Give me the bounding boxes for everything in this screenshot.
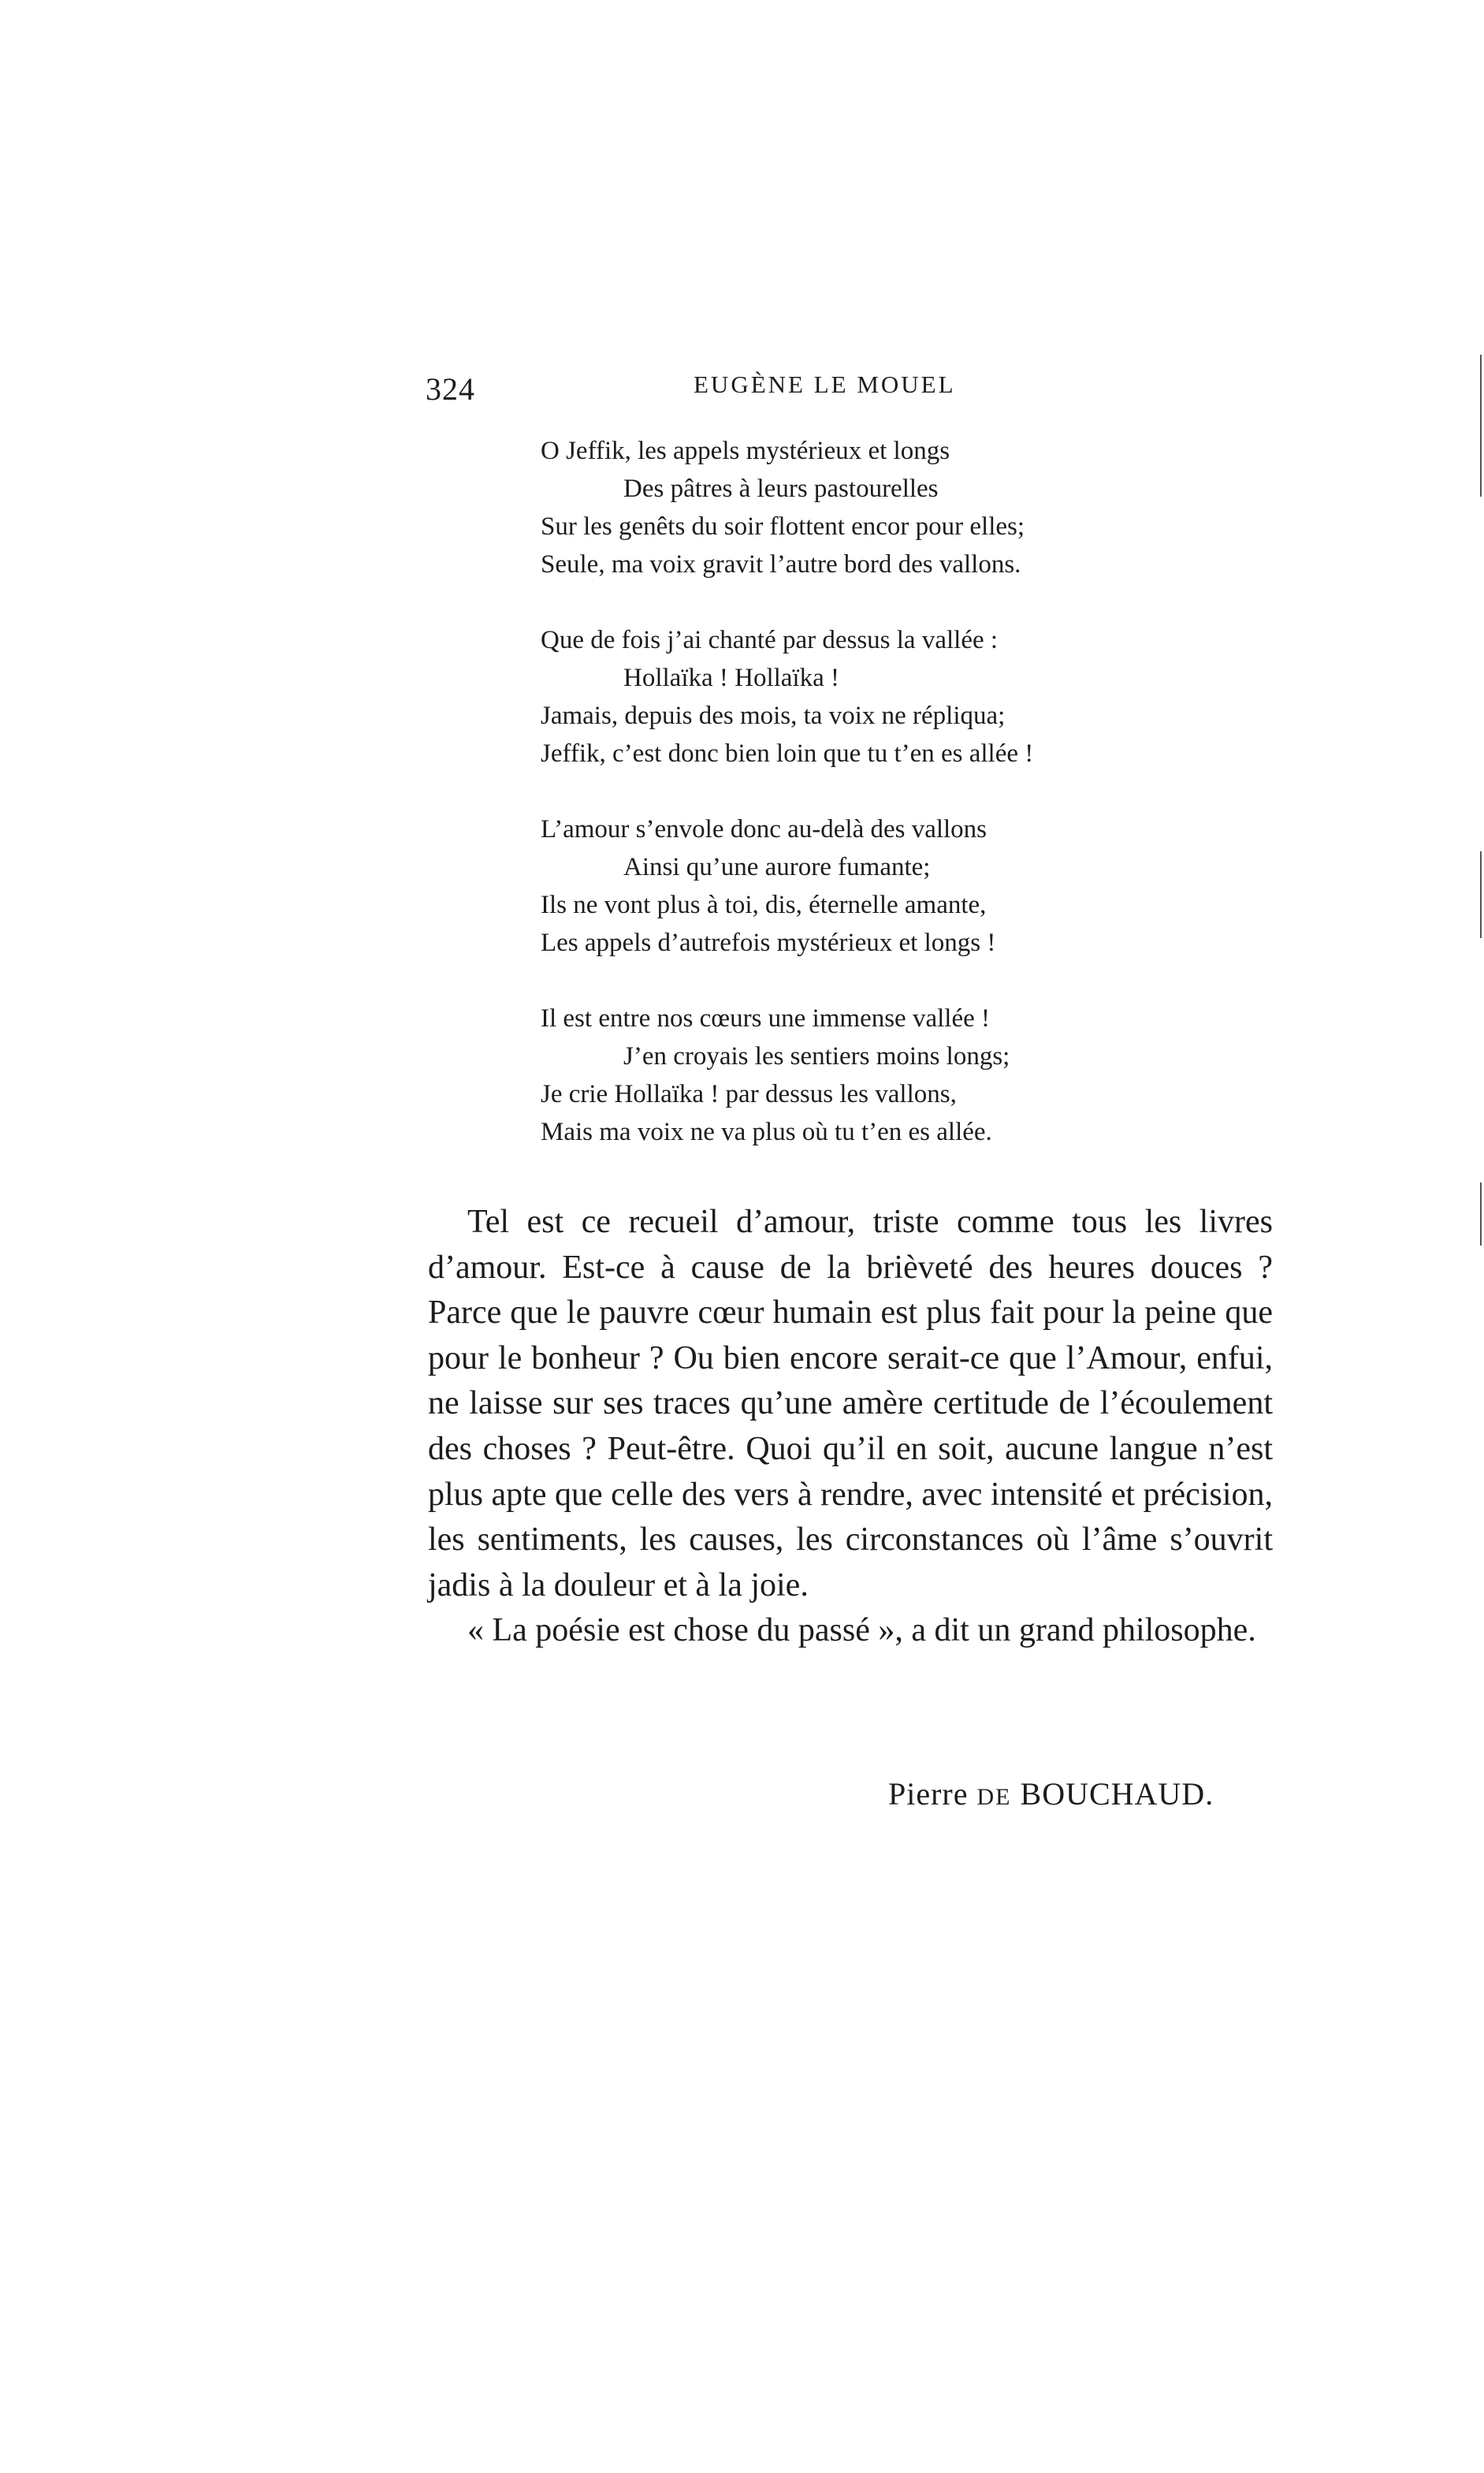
poem-line: Ainsi qu’une aurore fumante; <box>623 853 931 881</box>
poem-line: J’en croyais les sentiers moins longs; <box>623 1042 1010 1071</box>
poem-line: Sur les genêts du soir flottent encor pour elles; <box>541 512 1025 541</box>
poem-line: Hollaïka ! Hollaïka ! <box>623 664 839 692</box>
poem-line: Il est entre nos cœurs une immense vallée ! <box>541 1004 990 1033</box>
author-signature <box>888 1775 1214 1812</box>
poem-line: Jamais, depuis des mois, ta voix ne répliqua; <box>541 702 1006 730</box>
prose-paragraph: Tel est ce recueil d’amour, triste comme tous les livres d’amour. Est-ce à cause de la brièveté des heures douces ? Parce que le pauvre cœur humain est plus fait pour la peine que pour le bonheur ? Ou bien encore serait-ce que l’Amour, enfui, ne laisse sur ses traces qu’une amère certitude de l’écoulement des choses ? Peut-être. Quoi qu’il en soit, aucune langue n’est plus apte que celle des vers à rendre, avec intensité et précision, les sentiments, les causes, les circonstances où l’âme s’ouvrit jadis à la douleur et à la joie. <box>428 1204 1273 1603</box>
poem-stanza <box>541 1000 1140 1151</box>
poem-line: Que de fois j’ai chanté par dessus la vallée : <box>541 626 999 654</box>
poem-line: Seule, ma voix gravit l’autre bord des vallons. <box>541 550 1021 579</box>
poem-line: Ils ne vont plus à toi, dis, éternelle amante, <box>541 891 987 919</box>
poem <box>541 432 1140 1189</box>
running-title: EUGÈNE LE MOUEL <box>694 371 956 398</box>
prose-text <box>428 1200 1273 1654</box>
page-number: 324 <box>426 371 475 407</box>
signature-first-name: Pierre <box>888 1776 969 1812</box>
poem-line: Les appels d’autrefois mystérieux et longs ! <box>541 929 996 957</box>
poem-stanza <box>541 432 1140 583</box>
poem-stanza <box>541 621 1140 773</box>
scan-edge-mark <box>1480 355 1482 497</box>
poem-line: Jeffik, c’est donc bien loin que tu t’en es allée ! <box>541 739 1034 768</box>
poem-line: L’amour s’envole donc au-delà des vallons <box>541 815 987 844</box>
poem-line: Je crie Hollaïka ! par dessus les vallons, <box>541 1080 957 1108</box>
poem-line: O Jeffik, les appels mystérieux et longs <box>541 437 950 465</box>
signature-particle: DE <box>976 1784 1012 1810</box>
signature-surname: BOUCHAUD. <box>1020 1776 1214 1812</box>
prose-paragraph: « La poésie est chose du passé », a dit un grand philosophe. <box>467 1612 1256 1649</box>
poem-line: Des pâtres à leurs pastourelles <box>623 475 939 503</box>
scan-edge-mark <box>1480 851 1482 938</box>
scan-edge-mark <box>1480 1182 1482 1246</box>
poem-line: Mais ma voix ne va plus où tu t’en es allée. <box>541 1118 992 1146</box>
poem-stanza <box>541 810 1140 962</box>
